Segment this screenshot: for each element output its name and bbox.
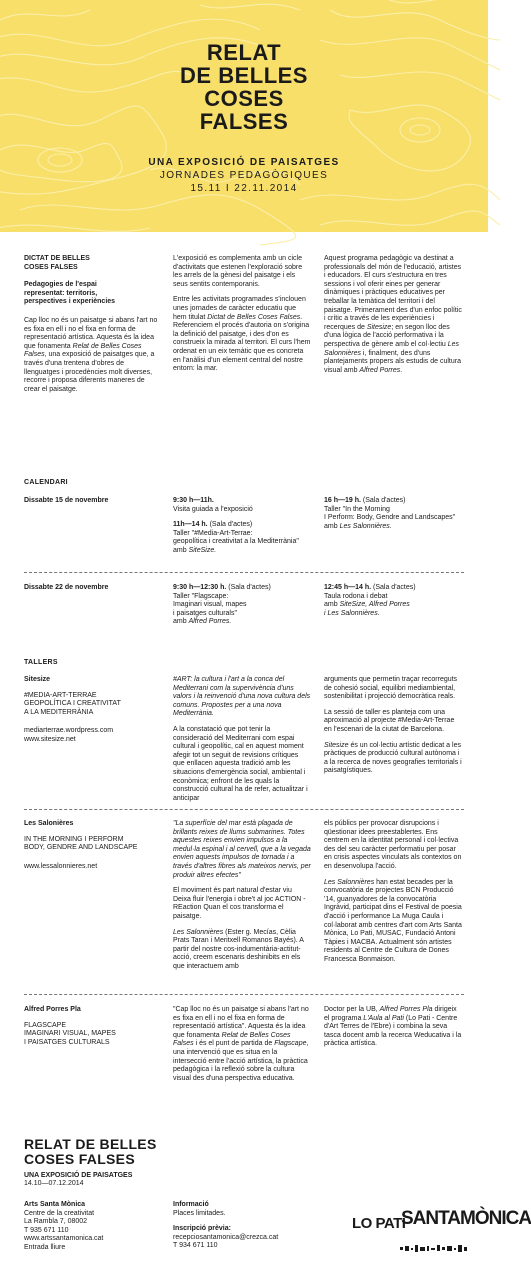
hero-title-line-3: COSES <box>204 86 284 111</box>
sitesize-info: Sitesize #MEDIA-ART-TERRAE GEOPOLÍTICA I CREATIVITAT A LA MEDITERRÀNIA mediarterrae.wordpress.com www.sitesize.net <box>24 676 121 743</box>
sitesize-link-1[interactable]: mediarterrae.wordpress.com <box>24 727 114 735</box>
santa-monica-logo: SANTAMÒNICA <box>401 1208 531 1229</box>
hero-title-line-2: DE BELLES <box>180 63 308 88</box>
divider <box>24 809 464 810</box>
registration-info: Informació Places limitades. Inscripció prèvia: recepciosantamonica@crezca.cat T 934 671 110 <box>173 1201 279 1250</box>
salonieres-link[interactable]: www.lessalonnieres.net <box>24 862 98 870</box>
intro-paragraph-1: Cap lloc no és un paisatge si abans l'art no es fixa en ell i no el fixa en forma de representació artística. Aquesta és la idea que fonamenta Relat de Belles Coses Falses, una exposició de paisatges que, a través d'una trentena d'obres de llenguatges i procedències molt diverses, recorre i proposa diferents maneres de crear el paisatge. <box>24 316 158 393</box>
intro-heading: DICTAT DE BELLES COSES FALSES <box>24 255 90 271</box>
day2-session-a: 9:30 h—12:30 h. (Sala d'actes) Taller "Flagscape: Imaginari visual, mapes i paisatges culturals" amb Alfred Porres. <box>173 584 271 626</box>
intro-paragraph-2: L'exposició es complementa amb un cicle d'activitats que estenen l'exploració sobre les arrels de la gènesi del paisatge i els seus sentits contemporanis. <box>173 255 303 288</box>
hero-dates: 15.11 I 22.11.2014 <box>190 183 298 194</box>
sitesize-link-2[interactable]: www.sitesize.net <box>24 735 76 743</box>
registration-email-link[interactable]: recepciosantamonica@crezca.cat <box>173 1233 279 1241</box>
alfred-text-col-1: "Cap lloc no és un paisatge si abans l'art no es fixa en ell i no el fixa en forma de representació artística". Aquesta és la idea que fonamenta Relat de Belles Coses Falses i és el punt de partida de Flagscape, una intervenció que es situa en la intersecció entre l'acció artística, la pràctica pedagògica i la reflexió sobre la cultura visual des d'una perspectiva educativa. <box>173 1006 309 1082</box>
tallers-heading: TALLERS <box>24 659 58 666</box>
santa-monica-logo-dots <box>400 1244 470 1254</box>
day2-label: Dissabte 22 de novembre <box>24 584 109 591</box>
sitesize-text-col-2: arguments que permetin traçar recorreguts de cohesió social, equilibri mediambiental, sostenibilitat i projecció democràtica reals. La sessió de taller es planteja com una aproximació al projecte #Media-Art-Terrae en l'escenari de la ciutat de Barcelona. Sitesize és un col·lectiu artístic dedicat a les pràctiques de producció cultural autònoma i a la recerca de noves geografies territorials i paisatgístiques. <box>324 676 462 775</box>
sitesize-text-col-1: #ART: la cultura i l'art a la conca del Mediterrani com la supervivència d'uns valors i la reinvenció d'una nova cultura dels comuns. Propostes per a una nova Mediterrània. A la constatació que pot tenir la consideració del Mediterrani com espai cultural i geopolític, cal en aquest moment afegir tot un seguit de revisions crítiques que enllacen aquesta tradició amb les situacions d'emergència social, ambiental i econòmica; enfront de les quals la construcció cultural ha de refer, actualitzar i anticipar <box>173 676 311 802</box>
alfred-text-col-2: Doctor per la UB, Alfred Porres Pla dirigeix el programa L'Aula al Pati (Lo Pati - Centre d'Art Terres de l'Ebre) i combina la seva tasca docent amb la recerca Weducativa i la pràctica artística. <box>324 1006 462 1048</box>
hero-title-line-1: RELAT <box>206 40 282 65</box>
hero-jornades: JORNADES PEDAGÒGIQUES <box>159 170 329 181</box>
salonieres-text-col-1: "La superfície del mar està plagada de brillants reixes de llums submarines. Totes aquestes reixes envien impulsos a la medul·la espinal i al cervell, que a la vegada envien aquests impulsos de tornada i a través d'altres fibres als mateixos nervis, per produir altres efectes" El moviment és part natural d'estar viu Deixa fluir l'energia i obre't al joc ACTION - REaction Quan el cos transforma el paisatge. Les Salonnières (Ester g. Mecías, Cèlia Prats Taran i Meritxell Romanos Bayés). A partir del nostre cos-indumentària-actitut-acció, creem escenaris deshinibits en els que interactuem amb <box>173 820 311 970</box>
day1-session-c: 16 h—19 h. (Sala d'actes) Taller "In the Morning I Perform: Body, Gendre and Landscapes" amb Les Salonnières. <box>324 497 456 530</box>
alfred-info: Alfred Porres Pla FLAGSCAPE IMAGINARI VISUAL, MAPES I PAISATGES CULTURALS <box>24 1006 116 1046</box>
lo-pati-logo: LO PATI <box>352 1215 406 1232</box>
intro-column-3 <box>324 255 464 382</box>
day2-session-b: 12:45 h—14 h. (Sala d'actes) Taula rodona i debat amb SiteSize, Alfred Porres i Les Salonnières. <box>324 584 416 617</box>
intro-subheading: Pedagogies de l'espai representat: territoris, perspectives i experiències <box>24 281 116 306</box>
day1-label: Dissabte 15 de novembre <box>24 497 109 504</box>
day1-session-a: 9:30 h—11h. Visita guiada a l'exposició 11h—14 h. (Sala d'actes) Taller "#Media-Art-Terrae: geopolítica i creativitat a la Mediterrània" amb SiteSize. <box>173 497 299 554</box>
hero-subtitle: UNA EXPOSICIÓ DE PAISATGES <box>148 157 340 168</box>
calendar-heading: CALENDARI <box>24 479 68 486</box>
hero-title-line-4: FALSES <box>199 109 289 134</box>
footer-title: RELAT DE BELLES COSES FALSES <box>24 1136 157 1167</box>
footer-subtitle: UNA EXPOSICIÓ DE PAISATGES <box>24 1172 133 1179</box>
intro-paragraph-3: Entre les activitats programades s'inclouen unes jornades de caràcter educatiu que hem titulat Dictat de Belles Coses Falses. Referenciem el procés d'autoria on s'origina la definició del paisatge, i des d'on es construeix la mirada al territori. El curs l'hem ordenat en un eix temàtic que es concreta en l'anàlisi d'un element central del nostre entorn: la mar. <box>173 296 311 373</box>
venue-website-link[interactable]: www.artssantamonica.cat <box>24 1235 104 1243</box>
divider <box>24 572 464 573</box>
venue-info: Arts Santa Mònica Centre de la creativitat La Rambla 7, 08002 T 935 671 110 www.artssantamonica.cat Entrada lliure <box>24 1201 104 1251</box>
footer-dates: 14.10—07.12.2014 <box>24 1180 84 1187</box>
divider <box>24 994 464 995</box>
intro-column-1 <box>24 255 159 401</box>
intro-paragraph-4: Aquest programa pedagògic va destinat a professionals del món de l'educació, artistes i educadors. El curs s'estructura en tres sessions i vol oferir eines per generar dinàmiques i pràctiques educatives per treballar la temàtica del territori i del paisatge. Primerament des d'un enfoc polític i crític a través de les experiències i recerques de Sitesize; en segon lloc des d'una lògica de l'acció performativa i la perspectiva de gènere amb el col·lectiu Les Salonnières i, finalment, des d'uns plantejaments propers als estudis de cultura visual amb Alfred Porres. <box>324 255 462 374</box>
salonieres-info: Les Salonières IN THE MORNING I PERFORM BODY, GENDRE AND LANDSCAPE www.lessalonnieres.net <box>24 820 138 870</box>
intro-column-2 <box>173 255 311 381</box>
hero-banner <box>0 0 488 232</box>
salonieres-text-col-2: els públics per provocar disrupcions i qüestionar idees preestablertes. Ens centrem en la identitat personal i col·lectiva des del seu caràcter performatiu per posar en crisis aspectes vinculats als contextos on en desenvolupa l'acció. Les Salonnières han estat becades per la convocatòria de projectes BCN Producció '14, guanyadores de la convocatòria Ingràvid, participat dins el Festival de poesia d'acció i performance La Muga Caula i col·laborat amb centres d'art com Arts Santa Mònica, Lo Pati, MUSAC, Fundació Antoni Tàpies i MACBA. Actualment són artistes residents al Centre de Cultura de Dones Francesca Bonmaison. <box>324 820 462 963</box>
